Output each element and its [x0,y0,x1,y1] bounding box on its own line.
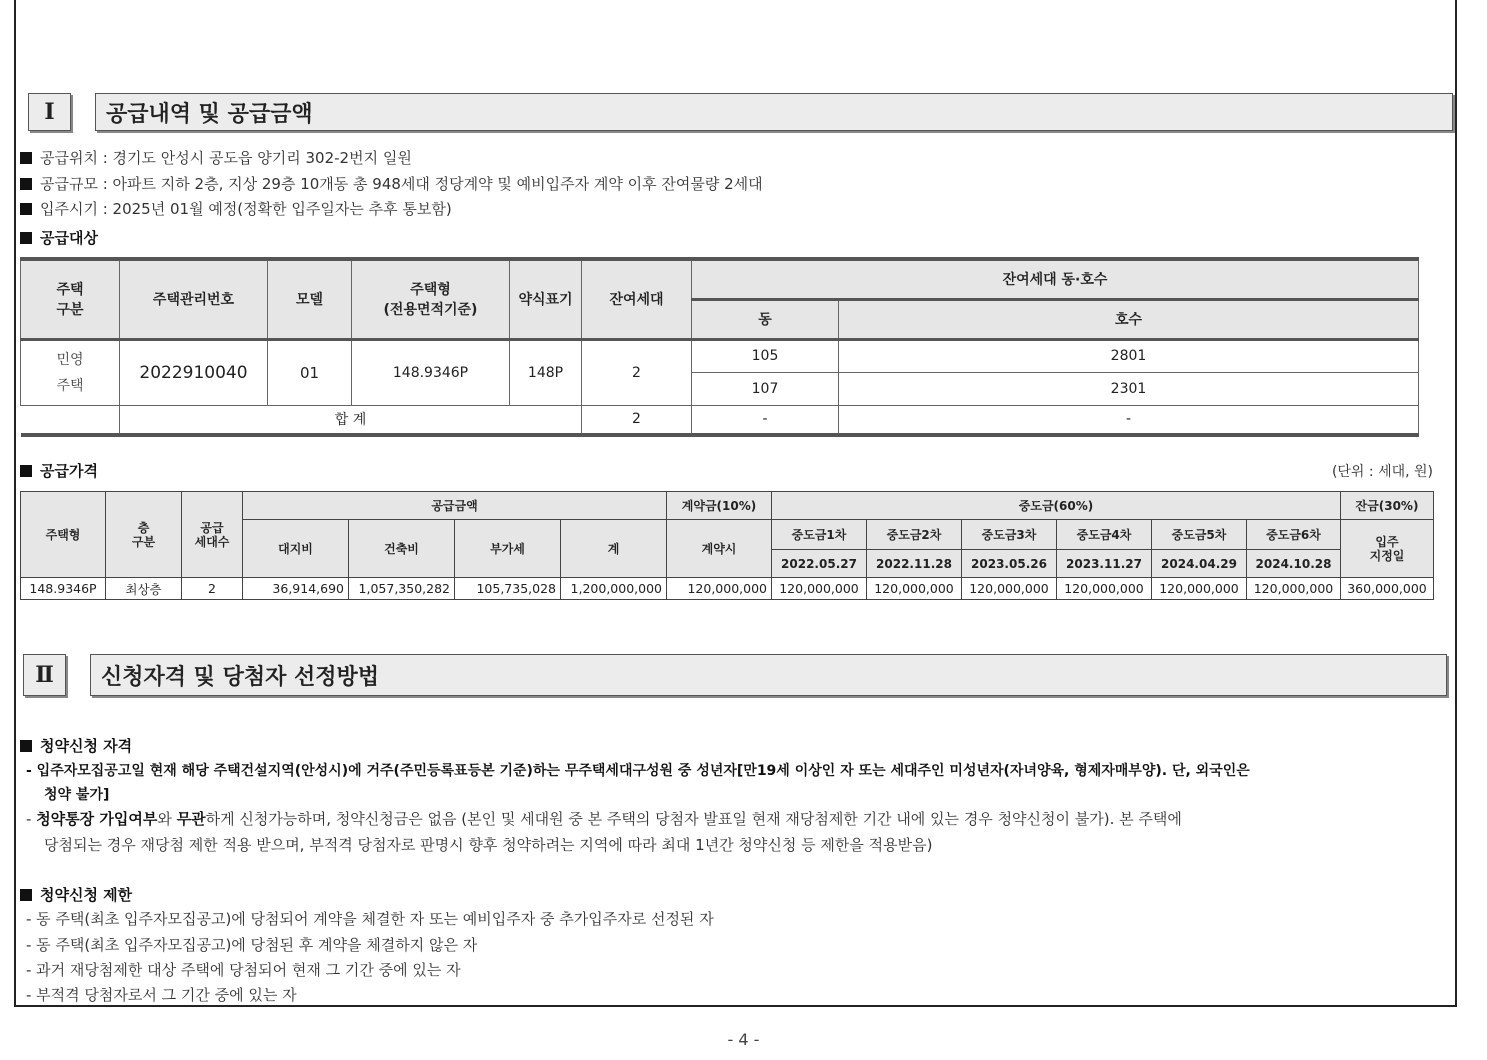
price-row-middle-5: 120,000,000 [1152,578,1247,600]
price-row-vat: 105,735,028 [455,578,561,600]
header-house-type: 주택 구분 [21,259,120,339]
middle-label-6: 중도금6차 [1247,520,1341,550]
price-header-land: 대지비 [243,520,349,578]
middle-date-2: 2022.11.28 [867,550,962,578]
price-row-middle-2: 120,000,000 [867,578,962,600]
section-2-number: Ⅱ [23,654,66,696]
row-dong: 105 [692,339,839,372]
middle-label-4: 중도금4차 [1057,520,1152,550]
restriction-item: - 과거 재당첨제한 대상 주택에 당첨되어 현재 그 기간 중에 있는 자 [26,961,461,979]
supply-target-table [20,257,1419,437]
price-header-middle-group: 중도금(60%) [772,492,1341,520]
price-row-middle-4: 120,000,000 [1057,578,1152,600]
price-row-middle-3: 120,000,000 [962,578,1057,600]
price-header-vat: 부가세 [455,520,561,578]
page-number: - 4 - [727,1030,760,1049]
header-remain: 잔여세대 [582,259,692,339]
middle-date-1: 2022.05.27 [772,550,867,578]
bullet-square-icon [20,465,32,477]
price-row-floor: 최상층 [106,578,182,600]
row-house-type: 민영 주택 [21,339,120,405]
price-row-balance: 360,000,000 [1341,578,1434,600]
row-ho: 2801 [839,339,1419,372]
price-header-price-group: 공급금액 [243,492,667,520]
row-dong: 107 [692,372,839,405]
header-model: 모델 [268,259,352,339]
restriction-heading: 청약신청 제한 [20,884,132,905]
price-row-house-type: 148.9346P [21,578,106,600]
price-row-sum: 1,200,000,000 [561,578,667,600]
row-model: 01 [268,339,352,405]
total-remain: 2 [582,405,692,435]
price-row-deposit: 120,000,000 [667,578,772,600]
middle-date-6: 2024.10.28 [1247,550,1341,578]
header-dong-ho: 잔여세대 동·호수 [692,259,1419,299]
bullet-square-icon [20,889,32,901]
supply-price-heading: 공급가격 [20,460,98,481]
section-2-header [23,654,1447,696]
info-location: 공급위치 : 경기도 안성시 공도읍 양기리 302-2번지 일원 [20,147,412,168]
total-ho: - [839,405,1419,435]
info-move-in: 입주시기 : 2025년 01월 예정(정확한 입주일자는 추후 통보함) [20,198,452,219]
middle-date-5: 2024.04.29 [1152,550,1247,578]
qualification-item-1-line-2: 청약 불가] [44,787,110,803]
price-header-house-type: 주택형 [21,492,106,578]
middle-label-2: 중도금2차 [867,520,962,550]
row-remain: 2 [582,339,692,405]
price-header-building: 건축비 [349,520,455,578]
supply-price-table [20,491,1434,600]
restriction-item: - 동 주택(최초 입주자모집공고)에 당첨된 후 계약을 체결하지 않은 자 [26,936,478,954]
bullet-square-icon [20,203,32,215]
middle-date-4: 2023.11.27 [1057,550,1152,578]
price-row-count: 2 [182,578,243,600]
middle-label-3: 중도금3차 [962,520,1057,550]
header-house-no: 주택관리번호 [120,259,268,339]
middle-label-1: 중도금1차 [772,520,867,550]
qualification-item-2-line-2: 당첨되는 경우 재당첨 제한 적용 받으며, 부적격 당첨자로 판명시 향후 청약하려는 지역에 따라 최대 1년간 청약신청 등 제한을 적용받음) [44,836,933,854]
restriction-item: - 부적격 당첨자로서 그 기간 중에 있는 자 [26,986,297,1004]
price-row-middle-1: 120,000,000 [772,578,867,600]
section-2-title: 신청자격 및 당첨자 선정방법 [90,654,1447,696]
total-label: 합 계 [120,405,582,435]
price-header-floor: 층 구분 [106,492,182,578]
price-header-sum: 계 [561,520,667,578]
bullet-square-icon [20,152,32,164]
middle-label-5: 중도금5차 [1152,520,1247,550]
bullet-square-icon [20,740,32,752]
total-blank [21,405,120,435]
header-area: 주택형 (전용면적기준) [352,259,510,339]
section-1-header [28,93,1453,131]
header-ho: 호수 [839,299,1419,339]
supply-price-unit: (단위 : 세대, 원) [1331,464,1433,480]
price-header-balance-group: 잔금(30%) [1341,492,1434,520]
price-header-deposit: 계약시 [667,520,772,578]
bullet-square-icon [20,232,32,244]
row-house-no: 2022910040 [120,339,268,405]
qualification-item-1-line-1: - 입주자모집공고일 현재 해당 주택건설지역(안성시)에 거주(주민등록표등본 기준)하는 무주택세대구성원 중 성년자[만19세 이상인 자 또는 세대주인 미성년자(자녀양육, 형제자매부양). 단, 외국인은 [26,763,1250,779]
restriction-item: - 동 주택(최초 입주자모집공고)에 당첨되어 계약을 체결한 자 또는 예비입주자 중 추가입주자로 선정된 자 [26,910,714,928]
section-1-title: 공급내역 및 공급금액 [95,93,1453,131]
header-dong: 동 [692,299,839,339]
row-area: 148.9346P [352,339,510,405]
middle-date-3: 2023.05.26 [962,550,1057,578]
section-1-number: I [28,93,71,131]
bullet-square-icon [20,178,32,190]
price-row-land: 36,914,690 [243,578,349,600]
total-dong: - [692,405,839,435]
qualification-item-2-line-1: - 청약통장 가입여부와 무관하게 신청가능하며, 청약신청금은 없음 (본인 및 세대원 중 본 주택의 당첨자 발표일 현재 재당첨제한 기간 내에 있는 경우 청약신청이 불가). 본 주택에 [26,810,1182,828]
row-abbr: 148P [510,339,582,405]
header-abbr: 약식표기 [510,259,582,339]
qualification-heading: 청약신청 자격 [20,735,132,756]
price-header-deposit-group: 계약금(10%) [667,492,772,520]
price-row-middle-6: 120,000,000 [1247,578,1341,600]
price-header-balance: 입주 지정일 [1341,520,1434,578]
supply-target-heading: 공급대상 [20,227,98,248]
row-ho: 2301 [839,372,1419,405]
price-header-count: 공급 세대수 [182,492,243,578]
price-row-building: 1,057,350,282 [349,578,455,600]
info-scale: 공급규모 : 아파트 지하 2층, 지상 29층 10개동 총 948세대 정당계약 및 예비입주자 계약 이후 잔여물량 2세대 [20,173,763,194]
